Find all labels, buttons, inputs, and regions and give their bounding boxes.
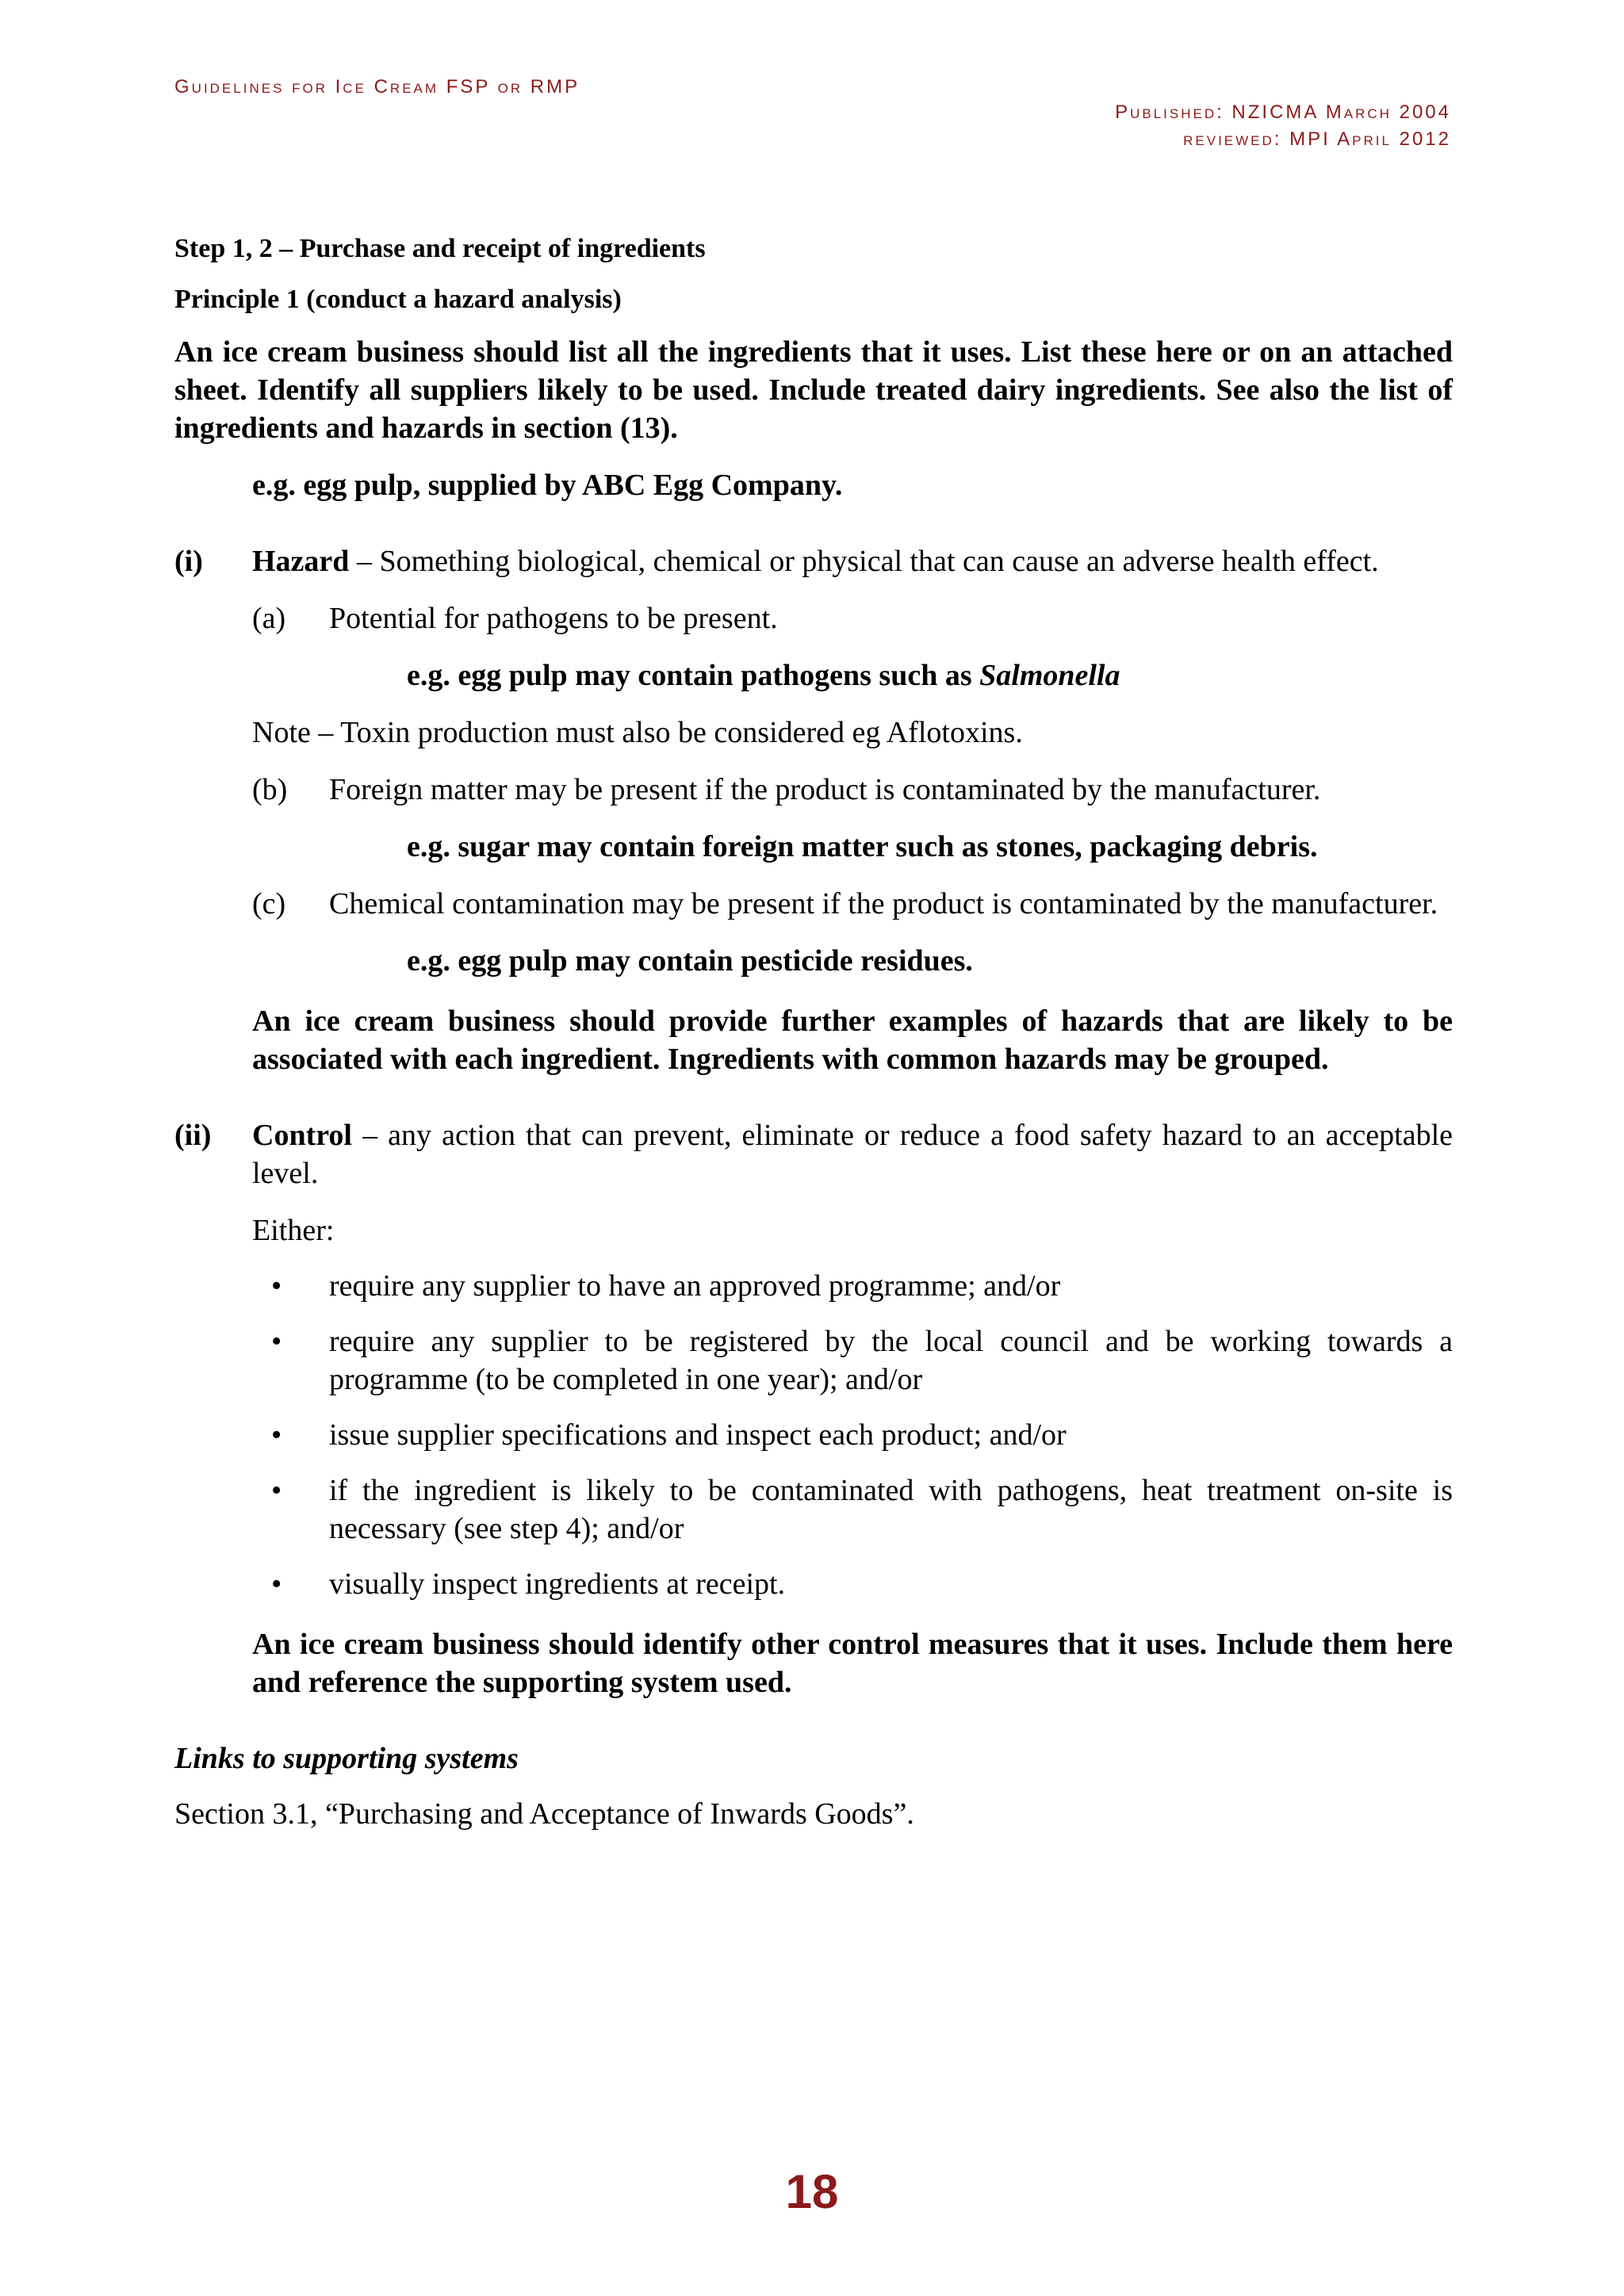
list-item (252, 1416, 1453, 1454)
hazard-term: Hazard (252, 545, 350, 578)
list-item (252, 1267, 1453, 1305)
hazard-closing: An ice cream business should provide further examples of hazards that are likely to be associated with each ingredient. Ingredients with common hazards may be grouped. (252, 1004, 1453, 1076)
hazard-item-b-label: (b) (252, 773, 288, 806)
page-number: 18 (785, 2165, 839, 2218)
page-content (174, 232, 1453, 1833)
hazard-note: Note – Toxin production must also be considered eg Aflotoxins. (252, 716, 1023, 749)
hazard-item-c (252, 885, 1453, 923)
hazard-item-a-label: (a) (252, 602, 286, 635)
control-body (252, 1116, 1453, 1701)
bullet-icon: • (271, 1325, 282, 1358)
bullet-text: require any supplier to have an approved programme; and/or (329, 1269, 1061, 1303)
running-header-published: Published: NZICMA March 2004 (1115, 101, 1451, 123)
hazard-definition (252, 542, 1453, 580)
control-term: Control (252, 1119, 352, 1152)
hazard-numeral: (i) (174, 545, 203, 578)
intro-example: e.g. egg pulp, supplied by ABC Egg Company. (252, 469, 843, 502)
bullet-icon: • (271, 1418, 282, 1452)
principle-heading: Principle 1 (conduct a hazard analysis) (174, 285, 622, 314)
bullet-icon: • (271, 1269, 282, 1303)
links-reference: Section 3.1, “Purchasing and Acceptance of Inwards Goods”. (174, 1797, 914, 1831)
hazard-item-b-example: e.g. sugar may contain foreign matter such as stones, packaging debris. (407, 830, 1318, 863)
hazard-item-a (252, 599, 1453, 637)
bullet-icon: • (271, 1567, 282, 1601)
hazard-definition-text: – Something biological, chemical or physical that can cause an adverse health effect. (349, 545, 1379, 578)
hazard-item-a-text: Potential for pathogens to be present. (329, 602, 778, 635)
hazard-item-c-label: (c) (252, 887, 286, 920)
control-bullet-list (252, 1267, 1453, 1603)
running-header-reviewed: reviewed: MPI April 2012 (1183, 128, 1451, 150)
control-either: Either: (252, 1214, 335, 1247)
hazard-item-b (252, 771, 1453, 809)
hazard-item-a-example-organism: Salmonella (979, 659, 1120, 692)
hazard-section (174, 542, 1453, 1078)
list-item (252, 1322, 1453, 1399)
hazard-item-a-example (407, 656, 1453, 695)
hazard-item-a-example-text: e.g. egg pulp may contain pathogens such as (407, 659, 980, 692)
control-section (174, 1116, 1453, 1701)
bullet-text: issue supplier specifications and inspect each product; and/or (329, 1418, 1067, 1452)
bullet-text: visually inspect ingredients at receipt. (329, 1567, 786, 1601)
intro-paragraph: An ice cream business should list all the ingredients that it uses. List these here or on an attached sheet. Identify all suppliers likely to be used. Include treated dairy ingredients. See also the list of ingredients and hazards in section (13). (174, 335, 1453, 445)
running-header-title: Guidelines for Ice Cream FSP or RMP (174, 76, 580, 98)
hazard-item-c-text: Chemical contamination may be present if the product is contaminated by the manufacturer. (329, 887, 1438, 920)
hazard-body (252, 542, 1453, 1078)
control-closing: An ice cream business should identify other control measures that it uses. Include them here and reference the supporting system used. (252, 1628, 1453, 1699)
control-definition (252, 1116, 1453, 1192)
list-item (252, 1565, 1453, 1603)
step-heading: Step 1, 2 – Purchase and receipt of ingredients (174, 234, 706, 263)
bullet-text: if the ingredient is likely to be contaminated with pathogens, heat treatment on-site is necessary (see step 4); and/or (329, 1474, 1453, 1545)
bullet-icon: • (271, 1474, 282, 1507)
hazard-item-b-text: Foreign matter may be present if the product is contaminated by the manufacturer. (329, 773, 1321, 806)
control-definition-text: – any action that can prevent, eliminate or reduce a food safety hazard to an acceptable level. (252, 1119, 1453, 1190)
links-heading: Links to supporting systems (174, 1742, 519, 1775)
hazard-item-c-example: e.g. egg pulp may contain pesticide residues. (407, 944, 973, 978)
list-item (252, 1471, 1453, 1548)
control-numeral: (ii) (174, 1119, 212, 1152)
bullet-text: require any supplier to be registered by the local council and be working towards a programme (to be completed in one year); and/or (329, 1325, 1453, 1396)
